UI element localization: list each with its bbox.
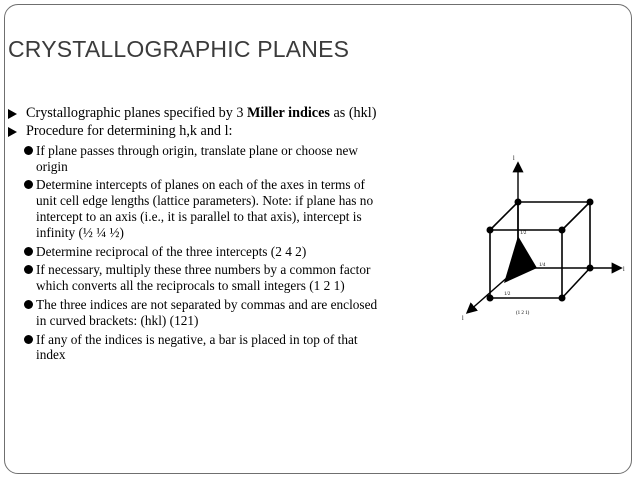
triangle-bullet-icon	[8, 109, 17, 119]
cube-edge	[490, 202, 518, 230]
lattice-point	[515, 199, 522, 206]
triangle-bullet-icon	[8, 127, 17, 137]
cube-edge	[562, 268, 590, 298]
bullet-text-post: as (hkl)	[329, 105, 377, 121]
round-bullet-icon	[24, 335, 33, 344]
lattice-point	[559, 227, 566, 234]
diagram-caption: (1 2 1)	[516, 311, 530, 316]
lattice-point	[587, 199, 594, 206]
round-bullet-icon	[24, 265, 33, 274]
sub-bullet-negative	[8, 332, 384, 364]
lattice-point	[587, 265, 594, 272]
miller-plane	[504, 236, 537, 283]
bullet-procedure	[8, 123, 384, 139]
bullet-miller-indices	[8, 105, 384, 121]
intercept-label-top: 1/2	[520, 231, 527, 236]
axis-label-z: l	[513, 156, 515, 162]
intercept-label-right: 1/4	[539, 263, 546, 268]
sub-bullet-intercepts	[8, 177, 384, 240]
cube-edge	[562, 202, 590, 230]
sub-bullet-text: If any of the indices is negative, a bar is placed in top of that index	[36, 331, 358, 363]
slide-title: CRYSTALLOGRAPHIC PLANES	[8, 36, 350, 62]
round-bullet-icon	[24, 180, 33, 189]
unit-cell-diagram	[440, 140, 630, 330]
lattice-point	[487, 295, 494, 302]
sub-bullet-text: Determine intercepts of planes on each of the axes in terms of unit cell edge lengths (lattice parameters). Note: if plane has no intercept to an axis (i.e., it is parallel to that axis), intercept is infinity (½ ¼ ½)	[36, 177, 374, 240]
lattice-point	[559, 295, 566, 302]
sub-bullet-brackets	[8, 297, 384, 329]
bullet-text-pre: Crystallographic planes specified by 3	[26, 105, 248, 121]
sub-bullet-origin	[8, 143, 384, 175]
axis-label-x: l	[462, 316, 464, 322]
sub-bullet-reciprocal	[8, 244, 384, 260]
intercept-label-bottom: 1/2	[504, 292, 511, 297]
sub-bullet-text: The three indices are not separated by commas and are enclosed in curved brackets: (hkl) (121)	[36, 296, 378, 328]
sub-bullet-text: Determine reciprocal of the three intercepts (2 4 2)	[36, 243, 307, 259]
sub-bullet-text: If plane passes through origin, translate plane or choose new origin	[36, 142, 358, 174]
axis-label-y: l	[623, 267, 625, 273]
slide-content	[8, 105, 384, 363]
round-bullet-icon	[24, 247, 33, 256]
sub-bullet-common-factor	[8, 262, 384, 294]
lattice-point	[487, 227, 494, 234]
round-bullet-icon	[24, 300, 33, 309]
bullet-text-bold: Miller indices	[247, 105, 330, 121]
sub-bullet-text: If necessary, multiply these three numbers by a common factor which converts all the reciprocals to small integers (1 2 1)	[36, 262, 371, 294]
bullet-text: Procedure for determining h,k and l:	[26, 123, 233, 140]
round-bullet-icon	[24, 146, 33, 155]
